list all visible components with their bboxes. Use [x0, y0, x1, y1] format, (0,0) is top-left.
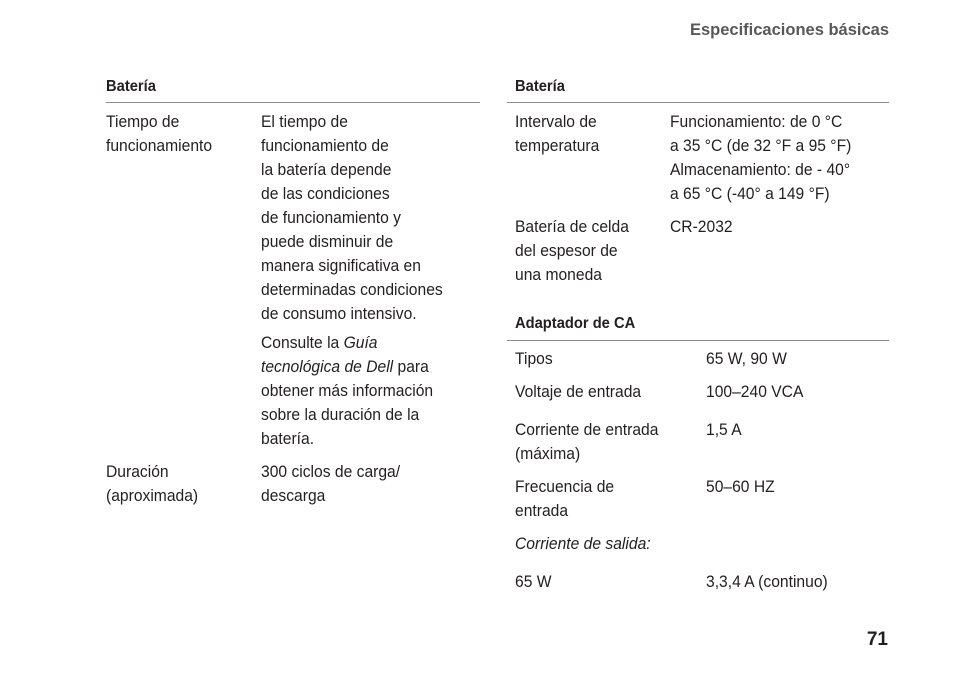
runtime-label: Tiempo de funcionamiento	[106, 112, 213, 155]
input-current-label: Corriente de entrada (máxima)	[515, 420, 659, 463]
input-voltage-value: 100–240 VCA	[706, 382, 804, 401]
consult-guide-line1: Guía	[343, 333, 378, 352]
coin-cell-label: Batería de celda del espesor de una moneda	[515, 217, 629, 284]
battery-heading-right: Batería	[515, 78, 565, 95]
consult-paragraph	[261, 331, 433, 451]
page-number: 71	[866, 629, 888, 650]
ac-heading-rule	[507, 340, 889, 341]
input-current-value: 1,5 A	[706, 420, 742, 439]
heading-rule-left	[106, 102, 480, 103]
consult-guide-line2: tecnológica de Dell	[261, 357, 394, 376]
consult-rest: obtener más información sobre la duración de la batería.	[261, 381, 434, 448]
coin-cell-value: CR-2032	[670, 217, 733, 236]
temperature-value: Funcionamiento: de 0 °C a 35 °C (de 32 °F a 95 °F) Almacenamiento: de - 40° a 65 °C (-40° a 149 °F)	[670, 112, 852, 203]
ac-adapter-heading: Adaptador de CA	[515, 315, 636, 332]
input-frequency-value: 50–60 HZ	[706, 477, 775, 496]
consult-prefix: Consulte la	[261, 333, 344, 352]
runtime-value: El tiempo de funcionamiento de la batería depende de las condiciones de funcionamiento y puede disminuir de manera significativa en determinadas condiciones de consumo intensivo.	[261, 112, 443, 323]
temperature-label: Intervalo de temperatura	[515, 112, 600, 155]
battery-heading-left: Batería	[106, 78, 156, 95]
lifespan-label: Duración (aproximada)	[106, 462, 199, 505]
types-value: 65 W, 90 W	[706, 349, 787, 368]
input-frequency-label: Frecuencia de entrada	[515, 477, 615, 520]
lifespan-value: 300 ciclos de carga/ descarga	[261, 462, 401, 505]
input-voltage-label: Voltaje de entrada	[515, 382, 642, 401]
heading-rule-right	[507, 102, 889, 103]
types-label: Tipos	[515, 349, 553, 368]
section-header: Especificaciones básicas	[689, 21, 889, 39]
consult-suffix: para	[393, 357, 429, 376]
output-65w-label: 65 W	[515, 572, 552, 591]
output-current-label: Corriente de salida:	[515, 534, 651, 553]
output-65w-value: 3,3,4 A (continuo)	[706, 572, 828, 591]
